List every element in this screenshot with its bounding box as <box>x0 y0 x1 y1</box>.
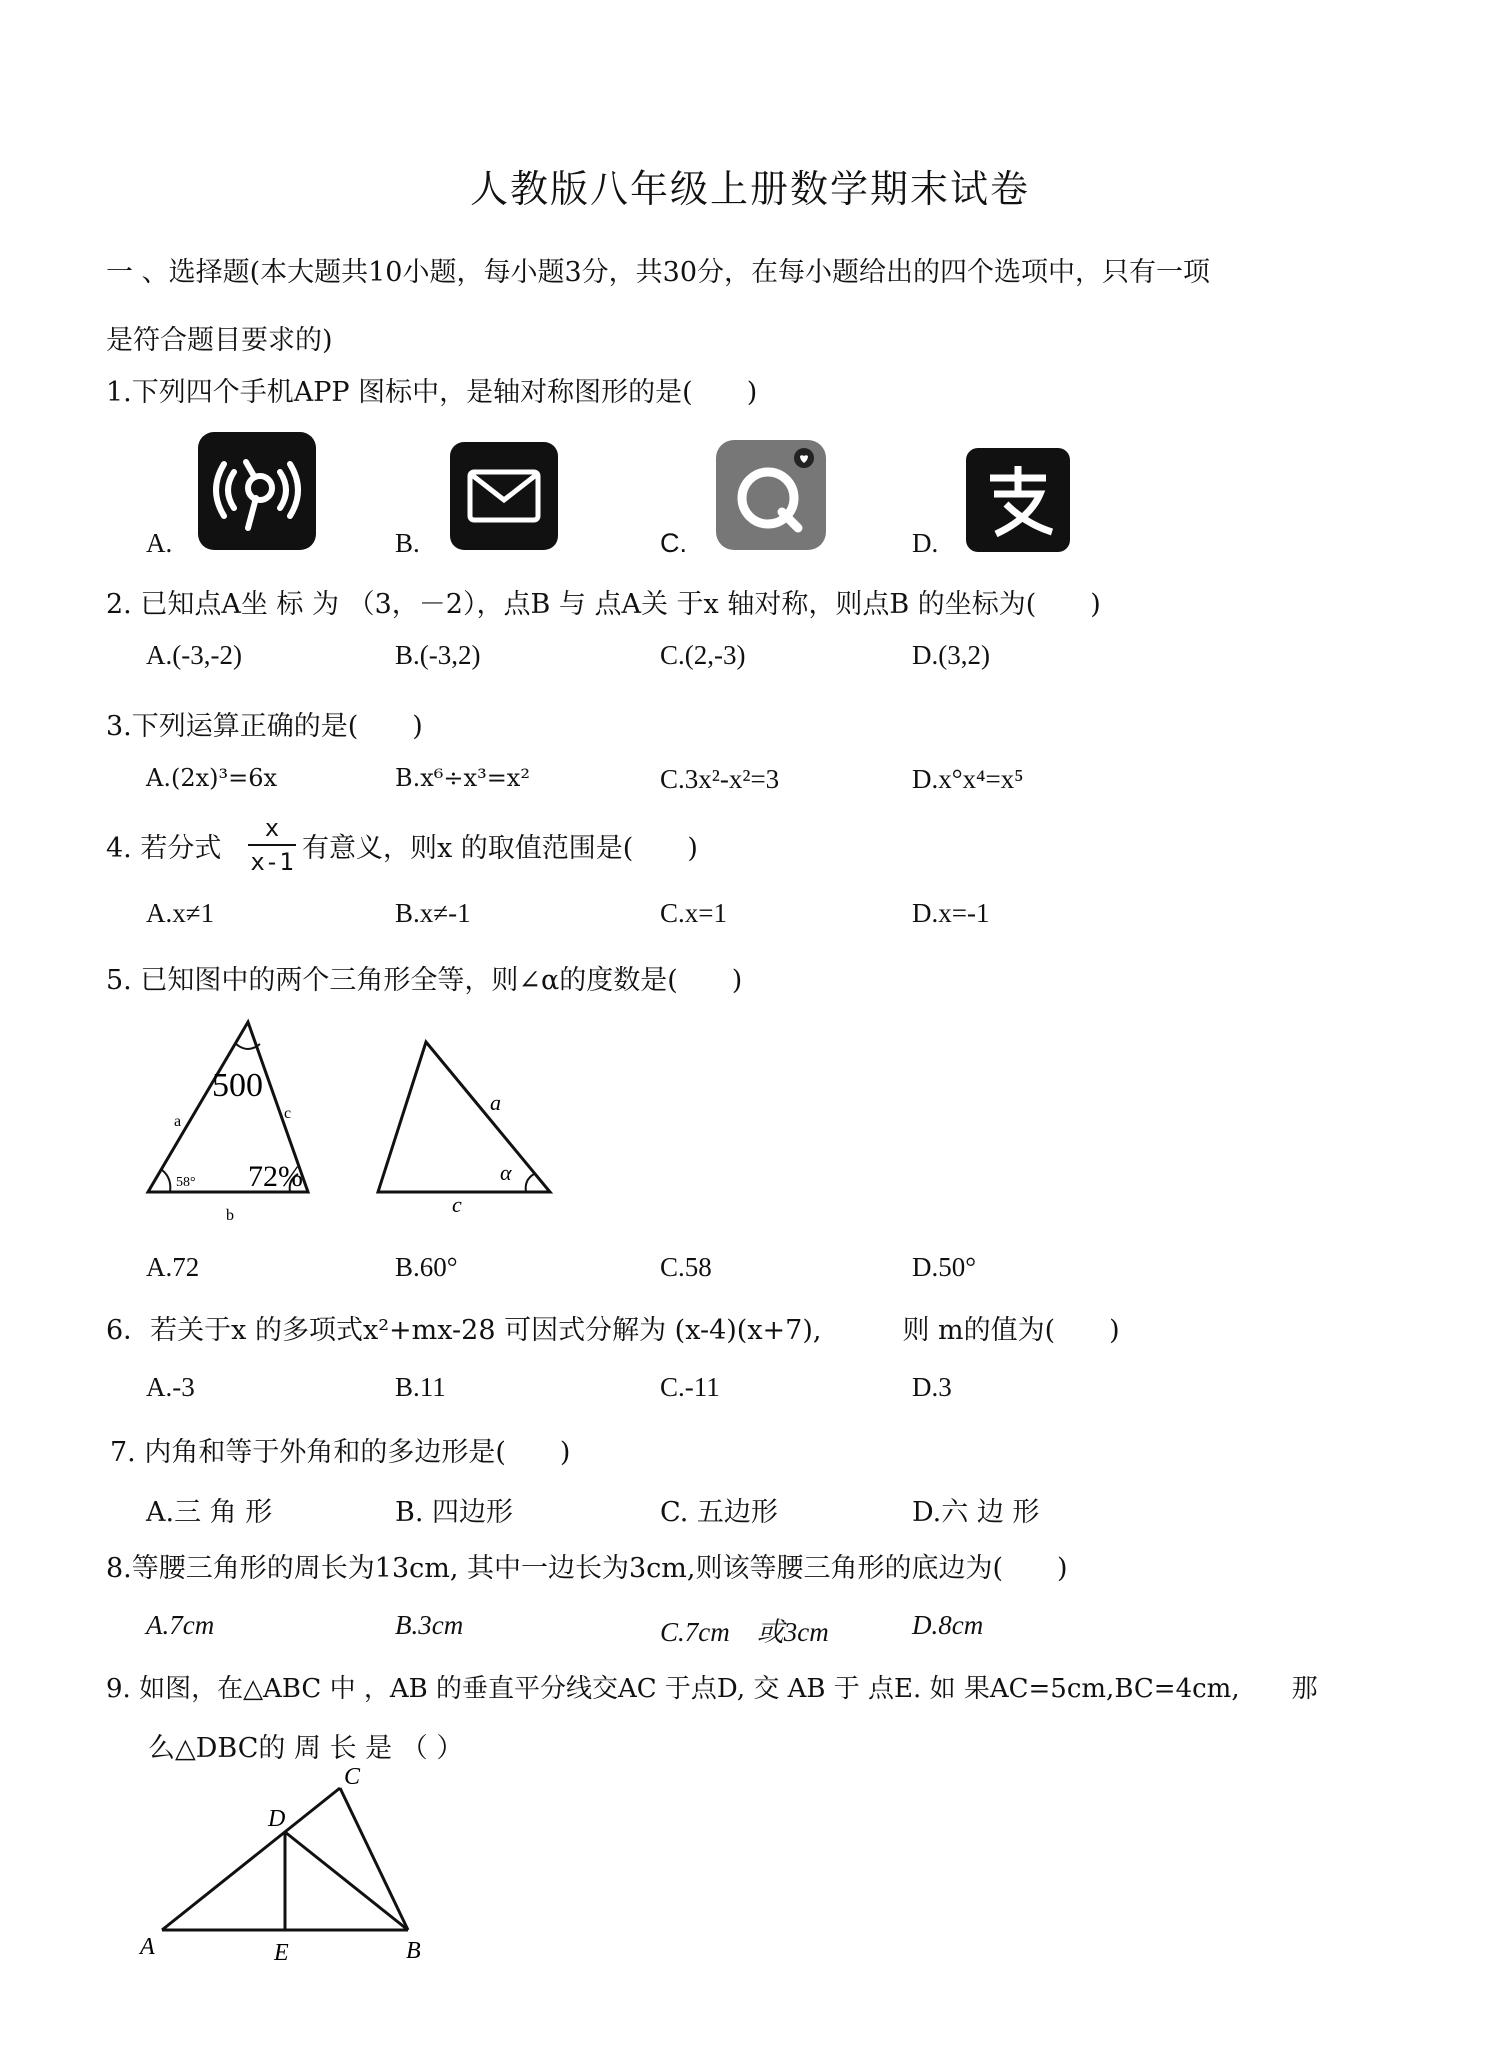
q5-fig1-angle-right: 72% <box>248 1160 303 1193</box>
q9-triangle-figure <box>130 1760 450 1980</box>
q1-option-a: A. <box>146 528 173 558</box>
section-header-line1: 一 、选择题(本大题共10小题，每小题3分，共30分，在每小题给出的四个选项中，只有一项 <box>106 257 1211 288</box>
q7-option-c: C. 五边形 <box>660 1497 778 1528</box>
q8-option-c: C.7cm 或3cm <box>660 1617 829 1647</box>
q4-fraction-bar <box>248 844 296 846</box>
mail-icon <box>450 442 558 550</box>
q3-option-b: B.x⁶÷x³=x² <box>395 764 530 792</box>
q4-option-d: D.x=-1 <box>912 898 990 928</box>
search-q-icon <box>716 440 826 550</box>
q6-option-a: A.-3 <box>146 1372 195 1402</box>
section-header-line2: 是符合题目要求的) <box>106 325 333 356</box>
q9-stem-line2: 么△DBC的 周 长 是 （ ） <box>148 1733 464 1764</box>
q2-option-d: D.(3,2) <box>912 640 990 670</box>
q8-stem: 8.等腰三角形的周长为13cm, 其中一边长为3cm,则该等腰三角形的底边为( ) <box>106 1553 1068 1584</box>
page-title: 人教版八年级上册数学期末试卷 <box>470 167 1031 211</box>
q9-label-e: E <box>274 1940 289 1966</box>
q7-option-b: B. 四边形 <box>395 1497 514 1528</box>
q4-option-b: B.x≠-1 <box>395 898 471 928</box>
q5-fig1-side-b: b <box>226 1207 234 1224</box>
q2-option-c: C.(2,-3) <box>660 640 746 670</box>
q5-stem: 5. 已知图中的两个三角形全等，则∠α的度数是( ) <box>106 965 743 996</box>
q6-option-c: C.-11 <box>660 1372 720 1402</box>
q3-stem: 3.下列运算正确的是( ) <box>106 711 423 742</box>
q5-triangle-figure-1 <box>140 1014 320 1234</box>
q5-fig1-side-a: a <box>174 1113 182 1130</box>
q7-stem: 7. 内角和等于外角和的多边形是( ) <box>110 1437 571 1468</box>
q3-option-a: A.(2x)³=6x <box>146 764 278 792</box>
alipay-icon <box>966 448 1070 552</box>
q5-fig1-angle-left: 58° <box>176 1175 196 1190</box>
q5-option-c: C.58 <box>660 1252 712 1282</box>
q1-option-c: C. <box>660 528 687 558</box>
q5-fig2-alpha: α <box>500 1160 512 1185</box>
q9-label-c: C <box>344 1764 361 1790</box>
q2-stem: 2. 已知点A坐 标 为 （3，－2），点B 与 点A关 于x 轴对称，则点B 的坐标为( ) <box>106 589 1101 620</box>
q4-fraction <box>248 814 296 876</box>
q6-option-d: D.3 <box>912 1372 952 1402</box>
q5-fig2-side-a: a <box>490 1090 501 1115</box>
q5-triangle-figure-2 <box>366 1034 566 1214</box>
q8-option-d: D.8cm <box>912 1610 984 1640</box>
q9-label-b: B <box>406 1938 421 1964</box>
q4-option-a: A.x≠1 <box>146 898 215 928</box>
q8-option-b: B.3cm <box>395 1610 464 1640</box>
q5-option-b: B.60° <box>395 1252 458 1282</box>
q4-fraction-numerator: x <box>264 814 280 842</box>
q1-stem: 1.下列四个手机APP 图标中，是轴对称图形的是( ) <box>106 377 758 408</box>
q1-option-b: B. <box>395 528 420 558</box>
q4-fraction-denominator: x-1 <box>250 848 294 876</box>
q9-stem-line1: 9. 如图，在△ABC 中 ，AB 的垂直平分线交AC 于点D, 交 AB 于 点E. 如 果AC=5cm,BC=4cm, 那 <box>106 1674 1318 1704</box>
q2-option-b: B.(-3,2) <box>395 640 481 670</box>
q5-option-a: A.72 <box>146 1252 200 1282</box>
q5-fig1-side-c: c <box>284 1105 292 1122</box>
q7-option-d: D.六 边 形 <box>912 1497 1040 1528</box>
wifi-key-icon <box>198 432 316 550</box>
q6-option-b: B.11 <box>395 1372 446 1402</box>
q4-option-c: C.x=1 <box>660 898 727 928</box>
q9-label-d: D <box>268 1806 286 1832</box>
q8-option-a: A.7cm <box>146 1610 215 1640</box>
q9-label-a: A <box>140 1934 155 1960</box>
q4-stem-post: 有意义，则x 的取值范围是( ) <box>302 833 698 864</box>
q5-fig2-side-c: c <box>452 1192 462 1214</box>
q5-fig1-angle-top: 500 <box>212 1067 263 1104</box>
q1-option-d: D. <box>912 528 939 558</box>
q6-stem: 6．若关于x 的多项式x²+mx-28 可因式分解为 (x-4)(x+7), 则 m的值为( ) <box>106 1315 1120 1346</box>
q4-stem-pre: 4. 若分式 <box>106 833 222 864</box>
q5-option-d: D.50° <box>912 1252 977 1282</box>
q3-option-c: C.3x²-x²=3 <box>660 764 780 794</box>
q3-option-d: D.x°x⁴=x⁵ <box>912 764 1024 794</box>
q2-option-a: A.(-3,-2) <box>146 640 242 670</box>
q7-option-a: A.三 角 形 <box>146 1497 273 1528</box>
